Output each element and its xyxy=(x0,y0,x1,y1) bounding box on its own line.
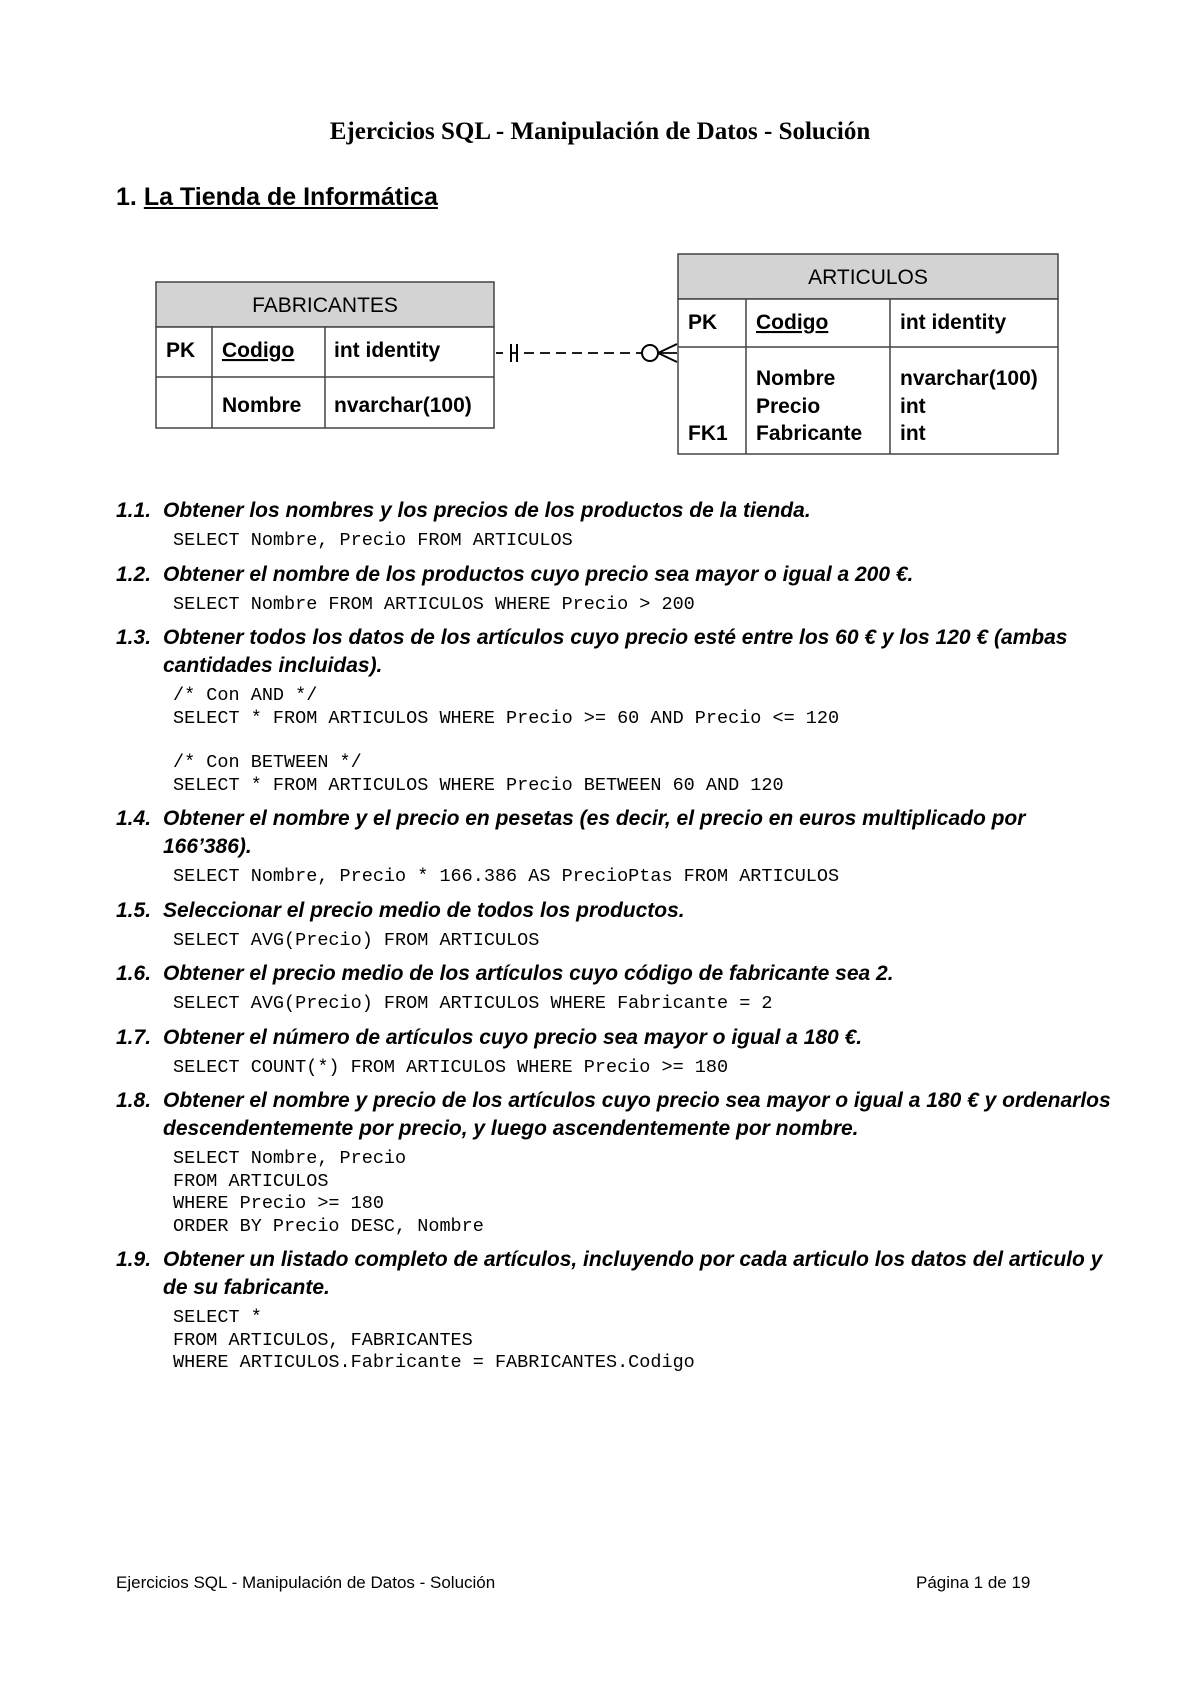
articulos-fk-label: FK1 xyxy=(688,422,728,445)
articulos-nombre-field: Nombre xyxy=(756,367,836,390)
exercise-text: Obtener todos los datos de los artículos cuyo precio esté entre los 60 € y los 120 € (ambas cantidades incluidas). xyxy=(163,626,1068,677)
sql-code: SELECT Nombre FROM ARTICULOS WHERE Precio > 200 xyxy=(173,593,695,615)
section-title: La Tienda de Informática xyxy=(143,183,438,211)
exercise-question xyxy=(116,1024,1116,1052)
sql-code: SELECT COUNT(*) FROM ARTICULOS WHERE Precio >= 180 xyxy=(173,1056,729,1078)
articulos-nombre-type: nvarchar(100) xyxy=(900,367,1038,390)
articulos-precio-type: int xyxy=(900,395,926,418)
articulos-pk-label: PK xyxy=(688,311,718,334)
exercise-number: 1.1. xyxy=(116,499,152,522)
articulos-precio-field: Precio xyxy=(756,395,821,418)
exercise-question xyxy=(116,805,1116,861)
fabricantes-codigo-field: Codigo xyxy=(222,339,295,362)
exercise-text: Obtener el nombre de los productos cuyo precio sea mayor o igual a 200 €. xyxy=(163,562,914,586)
table-fabricantes xyxy=(156,282,494,428)
footer-page-number: Página 1 de 19 xyxy=(916,1573,1031,1592)
exercise-1-8 xyxy=(116,1087,1116,1238)
exercise-number: 1.9. xyxy=(116,1248,152,1271)
sql-code: SELECT Nombre, Precio FROM ARTICULOS xyxy=(173,530,573,551)
sql-code: SELECT Nombre, Precio FROM ARTICULOS WHERE Precio >= 180 ORDER BY Precio DESC, Nombre xyxy=(173,1148,484,1237)
footer-document-title: Ejercicios SQL - Manipulación de Datos - Solución xyxy=(116,1573,496,1592)
sql-code: SELECT Nombre, Precio * 166.386 AS PrecioPtas FROM ARTICULOS xyxy=(173,866,840,887)
fabricantes-nombre-type: nvarchar(100) xyxy=(334,394,472,417)
exercise-number: 1.6. xyxy=(116,962,152,985)
articulos-codigo-field: Codigo xyxy=(756,311,829,334)
fabricantes-codigo-type: int identity xyxy=(334,339,441,362)
section-number: 1. xyxy=(116,183,137,211)
exercise-list xyxy=(116,497,1116,1383)
exercise-text: Obtener los nombres y los precios de los productos de la tienda. xyxy=(163,499,811,522)
exercise-text: Obtener un listado completo de artículos, incluyendo por cada articulo los datos del articulo y de su fabricante. xyxy=(163,1248,1103,1299)
exercise-number: 1.2. xyxy=(116,562,152,586)
exercise-text: Obtener el precio medio de los artículos cuyo código de fabricante sea 2. xyxy=(163,962,894,985)
exercise-question xyxy=(116,1246,1116,1302)
exercise-number: 1.4. xyxy=(116,807,152,830)
fabricantes-nombre-field: Nombre xyxy=(222,394,302,417)
table-articulos xyxy=(678,254,1058,454)
sql-code: /* Con AND */ SELECT * FROM ARTICULOS WHERE Precio >= 60 AND Precio <= 120 xyxy=(173,685,840,729)
table-fabricantes-name: FABRICANTES xyxy=(252,294,398,317)
document-title: Ejercicios SQL - Manipulación de Datos - Solución xyxy=(329,118,871,145)
exercise-number: 1.3. xyxy=(116,626,152,649)
exercise-number: 1.8. xyxy=(116,1089,152,1112)
exercise-question xyxy=(116,897,1116,925)
exercise-text: Obtener el nombre y precio de los artículos cuyo precio sea mayor o igual a 180 € y ordenarlos descendentemente por precio, y luego ascendentemente por nombre. xyxy=(163,1089,1111,1140)
exercise-1-1 xyxy=(116,497,1116,553)
sql-code: SELECT * FROM ARTICULOS, FABRICANTES WHERE ARTICULOS.Fabricante = FABRICANTES.Codigo xyxy=(173,1307,695,1373)
exercise-question xyxy=(116,1087,1116,1143)
articulos-fabricante-type: int xyxy=(900,422,926,445)
exercise-question xyxy=(116,497,1116,525)
fabricantes-pk-label: PK xyxy=(166,339,196,362)
exercise-number: 1.5. xyxy=(116,898,152,922)
exercise-question xyxy=(116,624,1116,680)
exercise-text: Obtener el número de artículos cuyo precio sea mayor o igual a 180 €. xyxy=(163,1025,863,1049)
sql-code: SELECT AVG(Precio) FROM ARTICULOS WHERE Fabricante = 2 xyxy=(173,993,773,1014)
exercise-1-2 xyxy=(116,561,1116,617)
exercise-1-6 xyxy=(116,960,1116,1016)
exercise-question xyxy=(116,960,1116,988)
exercise-1-9 xyxy=(116,1246,1116,1375)
exercise-text: Seleccionar el precio medio de todos los productos. xyxy=(163,898,685,922)
exercise-text: Obtener el nombre y el precio en pesetas (es decir, el precio en euros multiplicado por 166’386). xyxy=(163,807,1026,858)
exercise-question xyxy=(116,561,1116,589)
relationship-connector xyxy=(496,344,677,362)
exercise-1-7 xyxy=(116,1024,1116,1080)
table-articulos-name: ARTICULOS xyxy=(808,266,928,289)
articulos-codigo-type: int identity xyxy=(900,311,1007,334)
exercise-1-4 xyxy=(116,805,1116,889)
sql-code: /* Con BETWEEN */ SELECT * FROM ARTICULOS WHERE Precio BETWEEN 60 AND 120 xyxy=(173,752,784,796)
exercise-number: 1.7. xyxy=(116,1025,152,1049)
articulos-fabricante-field: Fabricante xyxy=(756,422,863,445)
er-diagram xyxy=(0,0,1200,470)
exercise-1-3 xyxy=(116,624,1116,797)
exercise-1-5 xyxy=(116,897,1116,953)
sql-code: SELECT AVG(Precio) FROM ARTICULOS xyxy=(173,929,540,951)
